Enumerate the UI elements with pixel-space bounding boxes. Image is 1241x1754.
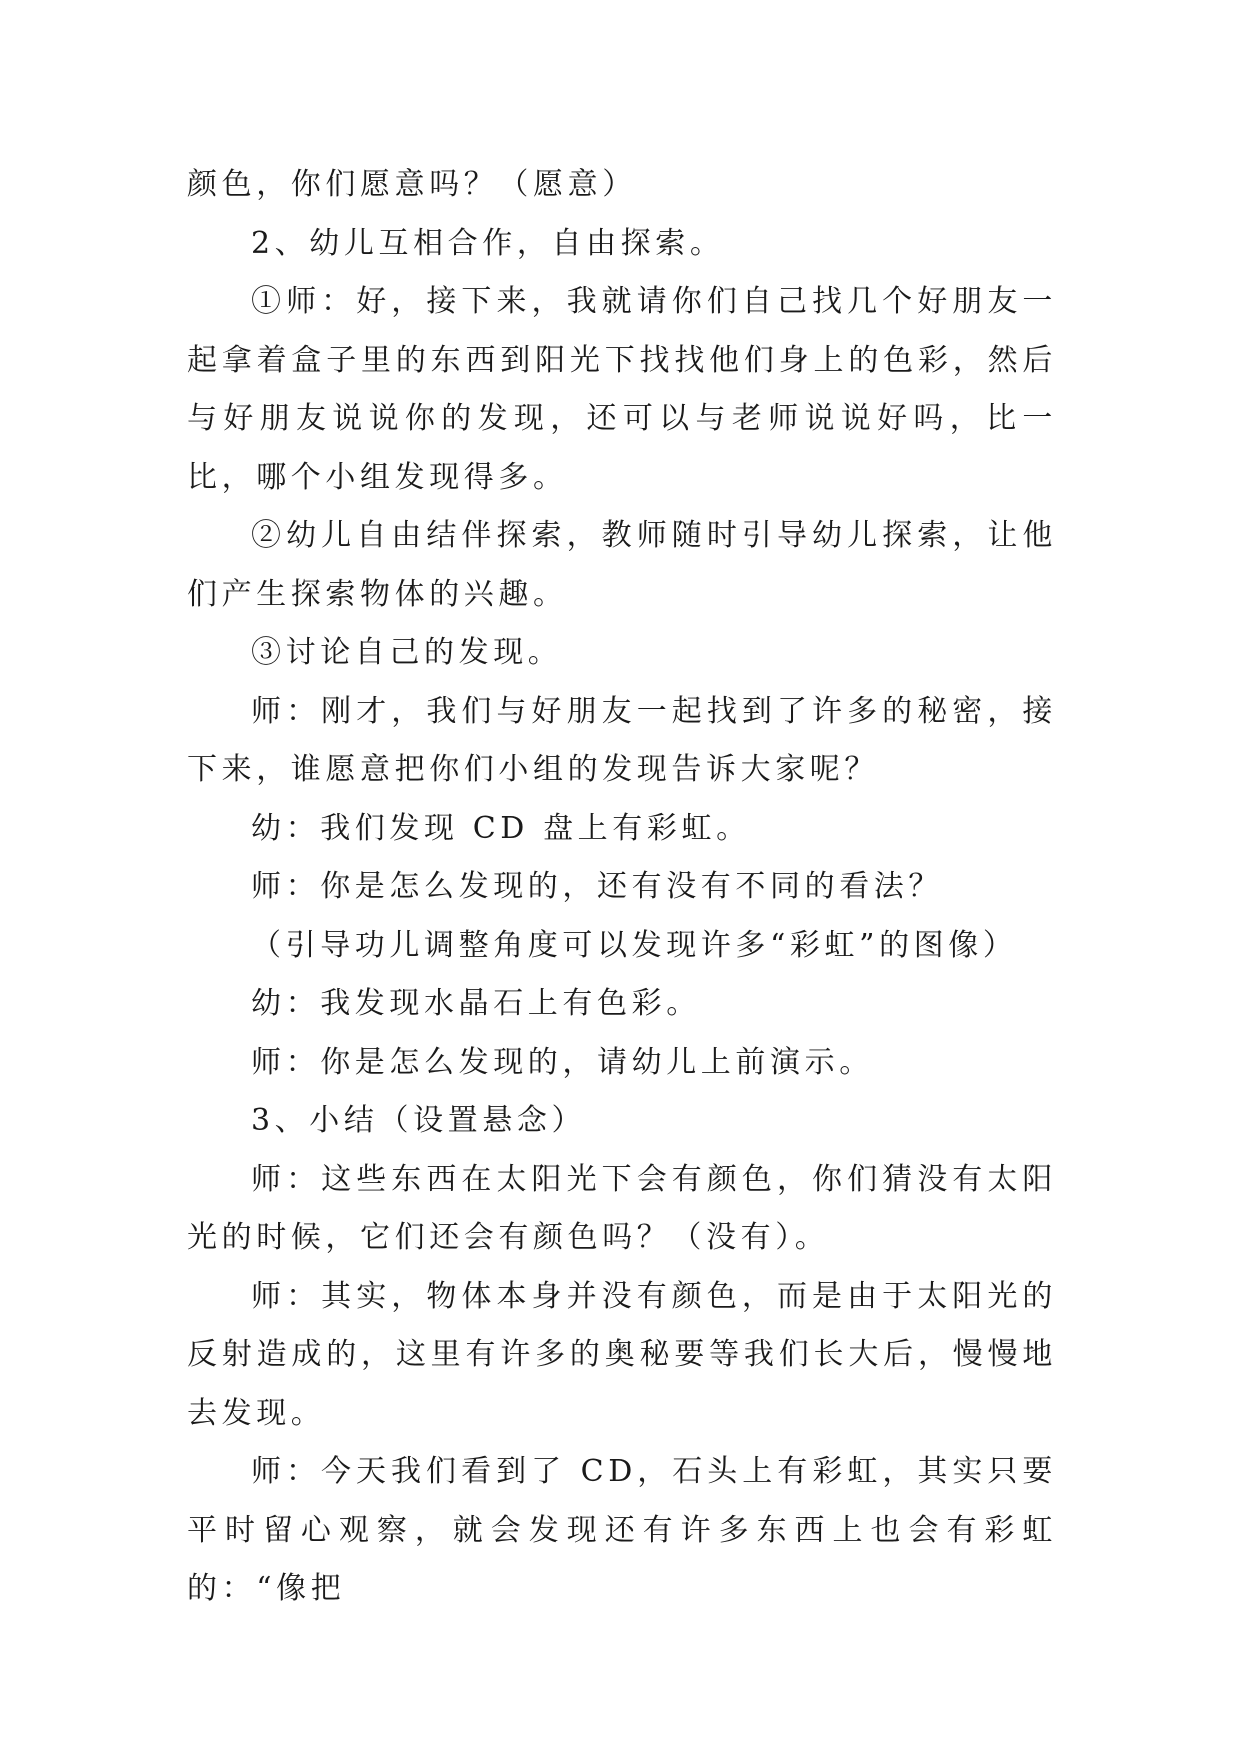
paragraph-5: ③讨论自己的发现。	[251, 635, 563, 670]
paragraph-15: 师：今天我们看到了 CD，石头上有彩虹，其实只要平时留心观察，就会发现还有许多东西上也会有彩虹的：“像把	[187, 1454, 1057, 1606]
paragraph-1: 颜色，你们愿意吗？（愿意）	[187, 167, 637, 202]
paragraph-8: 师：你是怎么发现的，还有没有不同的看法？	[251, 869, 943, 904]
paragraph-4: ②幼儿自由结伴探索，教师随时引导幼儿探索，让他们产生探索物体的兴趣。	[187, 518, 1057, 612]
paragraph-12: 3、小结（设置悬念）	[251, 1103, 587, 1138]
paragraph-10: 幼：我发现水晶石上有色彩。	[251, 986, 701, 1021]
paragraph-6: 师：刚才，我们与好朋友一起找到了许多的秘密，接下来，谁愿意把你们小组的发现告诉大家呢？	[187, 693, 1057, 787]
paragraph-3: ①师：好，接下来，我就请你们自己找几个好朋友一起拿着盒子里的东西到阳光下找找他们身上的色彩，然后与好朋友说说你的发现，还可以与老师说说好吗，比一比，哪个小组发现得多。	[187, 284, 1057, 495]
paragraph-11: 师：你是怎么发现的，请幼儿上前演示。	[251, 1044, 874, 1080]
paragraph-2: 2、幼儿互相合作，自由探索。	[251, 225, 725, 261]
paragraph-14: 师：其实，物体本身并没有颜色，而是由于太阳光的反射造成的，这里有许多的奥秘要等我们长大后，慢慢地去发现。	[187, 1278, 1057, 1431]
paragraph-7: 幼：我们发现 CD 盘上有彩虹。	[251, 810, 751, 846]
paragraph-13: 师：这些东西在太阳光下会有颜色，你们猜没有太阳光的时候，它们还会有颜色吗？（没有）。	[187, 1161, 1057, 1255]
paragraph-9: （引导功儿调整角度可以发现许多“彩虹”的图像）	[251, 927, 1018, 963]
document-body	[187, 156, 1057, 1619]
